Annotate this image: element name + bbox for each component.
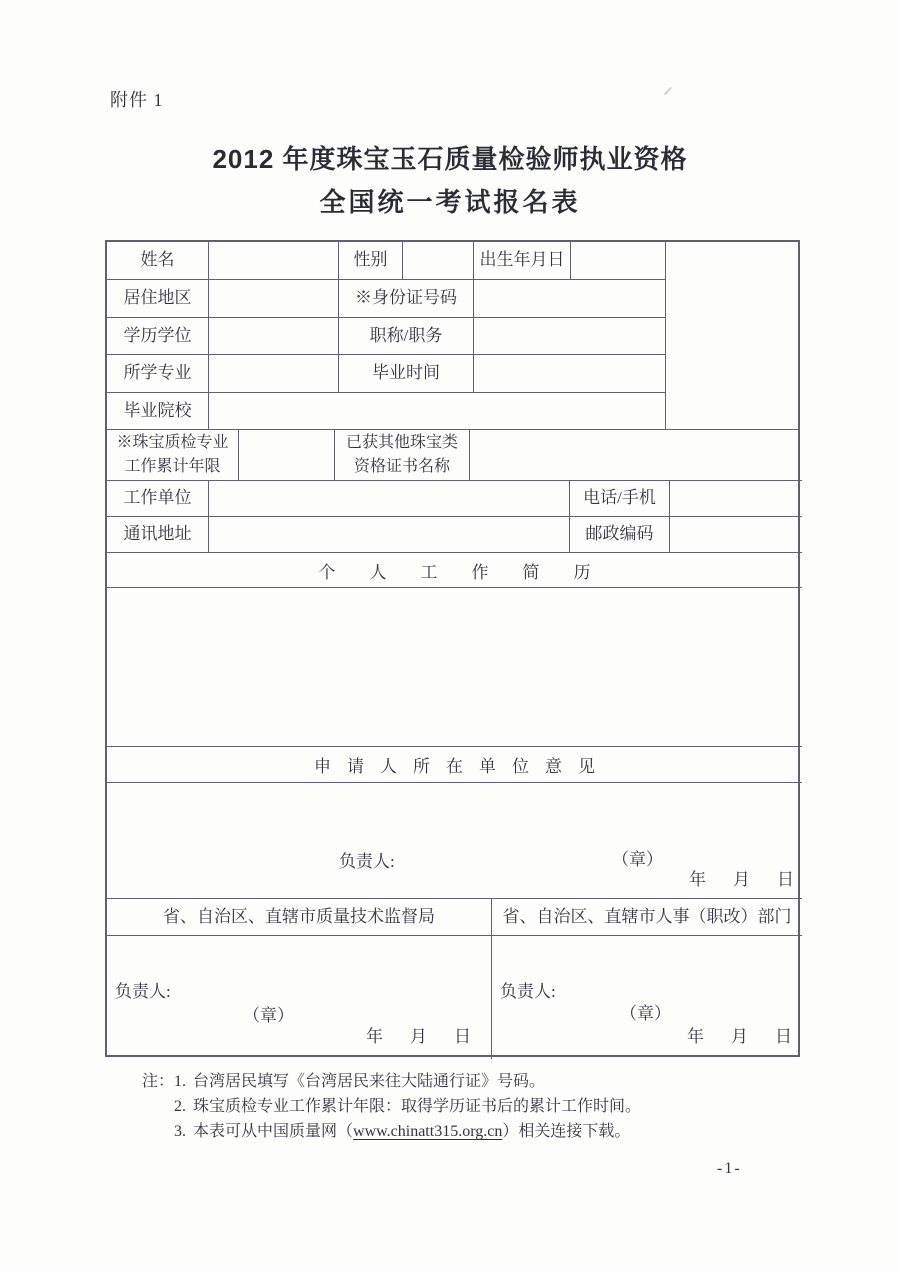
row-school [107,393,669,430]
row-address-postcode [107,517,802,553]
opinion-seal-label: （章） [612,850,663,869]
quality-bureau-signature-cell [107,936,492,1059]
residence-label-cell: 居住地区 [107,280,209,317]
opinion-section-header [107,747,802,782]
row-education-title [107,318,669,355]
date-year-label: 年 [689,870,706,889]
note-3-text-before: 本表可从中国质量网（ [193,1123,354,1140]
major-value-cell [209,355,339,392]
personnel-seal-label: （章） [620,1004,671,1023]
notes-prefix: 注： [142,1073,175,1090]
row-department-signatures [107,936,802,1059]
birth-value-cell [571,242,669,279]
row-resume-area [107,588,802,747]
postcode-label-cell: 邮政编码 [570,517,670,552]
date-month-label: 月 [733,870,750,889]
id-number-label-cell: ※身份证号码 [339,280,474,317]
row-jewelry-years-certs [107,430,802,481]
date-month-label: 月 [410,1026,427,1046]
page-number: -1- [717,1160,742,1177]
other-cert-value-cell [470,430,802,480]
note-item-1 [174,1069,641,1094]
note-3-website-link: www.chinatt315.org.cn [353,1123,503,1140]
personnel-responsible-label: 负责人: [500,982,556,1001]
row-opinion-area [107,783,802,899]
row-major-graduation [107,355,669,393]
date-day-label: 日 [775,1026,792,1046]
phone-value-cell [670,481,802,516]
school-label-cell: 毕业院校 [107,393,209,429]
note-1-text: 台湾居民填写《台湾居民来往大陆通行证》号码。 [193,1073,546,1090]
major-label-cell: 所学专业 [107,355,209,392]
row-residence-id [107,280,669,318]
resume-header-text: 个人工作简历 [318,562,625,582]
notes-section [142,1069,641,1144]
graduation-time-label-cell: 毕业时间 [339,355,474,392]
note-item-2 [174,1094,641,1119]
notes-list [174,1069,641,1144]
address-value-cell [209,517,570,552]
note-item-3 [174,1119,641,1144]
other-cert-label-line1: 已获其他珠宝类 [345,434,458,451]
bureau-responsible-label: 负责人: [115,982,171,1001]
name-label-cell: 姓名 [107,242,209,279]
personnel-date-line [687,1027,792,1047]
bureau-seal-label: （章） [243,1006,294,1025]
personnel-dept-signature-cell [492,936,802,1059]
education-label-cell: 学历学位 [107,318,209,354]
row-name-gender-birth [107,242,669,280]
quality-bureau-header-cell: 省、自治区、直辖市质量技术监督局 [107,899,492,935]
attachment-label: 附件 1 [110,90,164,110]
form-title-line1: 2012 年度珠宝玉石质量检验师执业资格 [212,144,688,174]
opinion-date-line [689,865,794,890]
note-2-number: 2. [174,1098,187,1115]
address-label-cell: 通讯地址 [107,517,209,552]
name-value-cell [209,242,339,279]
school-value-cell [209,393,669,429]
opinion-responsible-label: 负责人: [339,852,395,871]
phone-label-cell: 电话/手机 [570,481,670,516]
scan-artifact-mark [664,87,672,96]
education-value-cell [209,318,339,354]
date-day-label: 日 [777,870,794,889]
row-opinion-header [107,747,802,783]
other-cert-label-line2: 资格证书名称 [353,458,450,475]
date-month-label: 月 [731,1026,748,1046]
note-2-text: 珠宝质检专业工作累计年限：取得学历证书后的累计工作时间。 [193,1098,642,1115]
gender-label-cell: 性别 [339,242,403,279]
row-department-headers [107,899,802,936]
row-employer-phone [107,481,802,517]
note-3-number: 3. [174,1123,187,1140]
jewelry-years-label-cell [107,430,239,480]
residence-value-cell [209,280,339,317]
registration-form-table [105,240,800,1057]
resume-section-header [107,553,802,587]
personnel-dept-header-cell: 省、自治区、直辖市人事（职改）部门 [502,906,792,926]
jewelry-years-label-line2: 工作累计年限 [124,458,221,475]
row-resume-header [107,553,802,588]
note-1-number: 1. [174,1073,187,1090]
birth-label-cell: 出生年月日 [474,242,571,279]
other-cert-label-cell [335,430,470,480]
postcode-value-cell [670,517,802,552]
title-position-label-cell: 职称/职务 [339,318,474,354]
date-year-label: 年 [687,1026,704,1046]
bureau-date-line [366,1027,471,1047]
photo-area [665,242,798,430]
jewelry-years-label-line1: ※珠宝质检专业 [116,434,229,451]
employer-value-cell [209,481,570,516]
employer-label-cell: 工作单位 [107,481,209,516]
graduation-time-value-cell [474,355,669,392]
resume-content-area [107,588,802,746]
id-number-value-cell [474,280,669,317]
gender-value-cell [403,242,474,279]
date-day-label: 日 [454,1026,471,1046]
jewelry-years-value-cell [239,430,335,480]
opinion-header-text: 申请人所在单位意见 [314,757,611,776]
title-position-value-cell [474,318,669,354]
form-title-line2: 全国统一考试报名表 [319,187,581,217]
note-3-text-after: ）相关连接下载。 [502,1123,631,1140]
date-year-label: 年 [366,1026,383,1046]
